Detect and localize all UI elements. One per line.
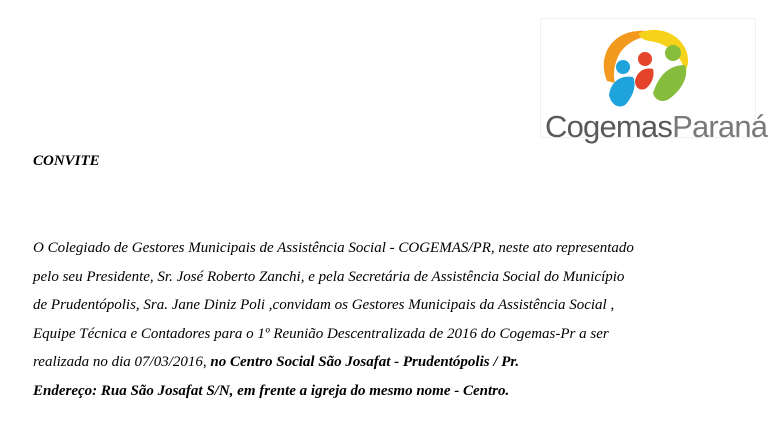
document-heading: CONVITE (33, 153, 100, 169)
brand-part1: Cogemas (545, 109, 673, 144)
cogemas-emblem-icon (541, 19, 757, 114)
venue-text: no Centro Social São Josafat - Prudentópolis / Pr. (210, 354, 520, 370)
cogemas-wordmark (545, 109, 768, 144)
address-line: Endereço: Rua São Josafat S/N, em frente a igreja do mesmo nome - Centro. (33, 382, 510, 399)
brand-part2: Paraná (672, 109, 768, 144)
body-line-3: de Prudentópolis, Sra. Jane Diniz Poli ,convidam os Gestores Municipais da Assistência Social , (33, 297, 615, 313)
invitation-body (33, 234, 723, 405)
body-line-1: O Colegiado de Gestores Municipais de Assistência Social - COGEMAS/PR, neste ato representado (33, 240, 634, 256)
body-line-5 (33, 348, 723, 377)
cogemas-logo (540, 18, 768, 144)
date-text: realizada no dia 07/03/2016, (33, 354, 211, 370)
body-line-2: pelo seu Presidente, Sr. José Roberto Zanchi, e pela Secretária de Assistência Social do Município (33, 268, 625, 285)
body-line-4: Equipe Técnica e Contadores para o 1º Reunião Descentralizada de 2016 do Cogemas-Pr a ser (33, 325, 609, 342)
